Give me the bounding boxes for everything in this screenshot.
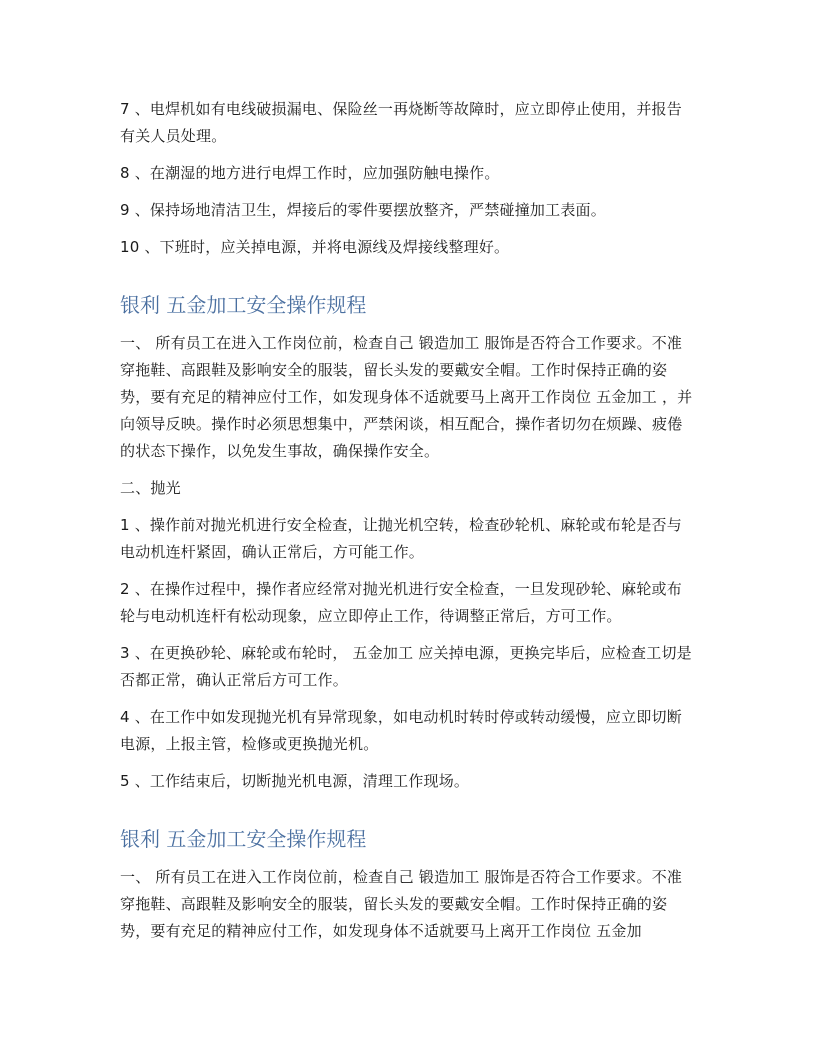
- section-heading: 银利 五金加工安全操作规程: [120, 827, 367, 851]
- document-page: [120, 96, 696, 955]
- welding-rules-continuation: [120, 96, 696, 261]
- paragraph-polishing-heading: 二、抛光: [120, 479, 181, 497]
- polishing-item-3: 3 、在更换砂轮、麻轮或布轮时， 五金加工 应关掉电源，更换完毕后，应检查工切是否都正常，确认正常后方可工作。: [120, 644, 692, 689]
- paragraph-general-requirements: 一、 所有员工在进入工作岗位前，检查自己 锻造加工 服饰是否符合工作要求。不准穿拖鞋、高跟鞋及影响安全的服装，留长头发的要戴安全帽。工作时保持正确的姿势，要有充足的精神应付工作，如发现身体不适就要马上离开工作岗位 五金加: [120, 868, 683, 940]
- rule-item-10: 10 、下班时，应关掉电源，并将电源线及焊接线整理好。: [120, 238, 510, 256]
- polishing-item-5: 5 、工作结束后，切断抛光机电源，清理工作现场。: [120, 772, 470, 790]
- polishing-item-1: 1 、操作前对抛光机进行安全检查，让抛光机空转，检查砂轮机、麻轮或布轮是否与电动机连杆紧固，确认正常后，方可能工作。: [120, 516, 682, 561]
- section-hardware-safety-2: [120, 825, 696, 945]
- polishing-item-4: 4 、在工作中如发现抛光机有异常现象，如电动机时转时停或转动缓慢，应立即切断电源，上报主管，检修或更换抛光机。: [120, 708, 682, 753]
- polishing-item-2: 2 、在操作过程中，操作者应经常对抛光机进行安全检查，一旦发现砂轮、麻轮或布轮与电动机连杆有松动现象，应立即停止工作，待调整正常后，方可工作。: [120, 580, 682, 625]
- rule-item-7: 7 、电焊机如有电线破损漏电、保险丝一再烧断等故障时，应立即停止使用，并报告有关人员处理。: [120, 100, 682, 145]
- section-heading: 银利 五金加工安全操作规程: [120, 293, 367, 317]
- paragraph-general-requirements: 一、 所有员工在进入工作岗位前，检查自己 锻造加工 服饰是否符合工作要求。不准穿拖鞋、高跟鞋及影响安全的服装，留长头发的要戴安全帽。工作时保持正确的姿势，要有充足的精神应付工作，如发现身体不适就要马上离开工作岗位 五金加工 ，并向领导反映。操作时必须思想集中，严禁闲谈，相互配合，操作者切勿在烦躁、疲倦的状态下操作，以免发生事故，确保操作安全。: [120, 334, 693, 460]
- section-hardware-safety-1: [120, 291, 696, 795]
- rule-item-9: 9 、保持场地清洁卫生，焊接后的零件要摆放整齐，严禁碰撞加工表面。: [120, 201, 606, 219]
- rule-item-8: 8 、在潮湿的地方进行电焊工作时，应加强防触电操作。: [120, 164, 500, 182]
